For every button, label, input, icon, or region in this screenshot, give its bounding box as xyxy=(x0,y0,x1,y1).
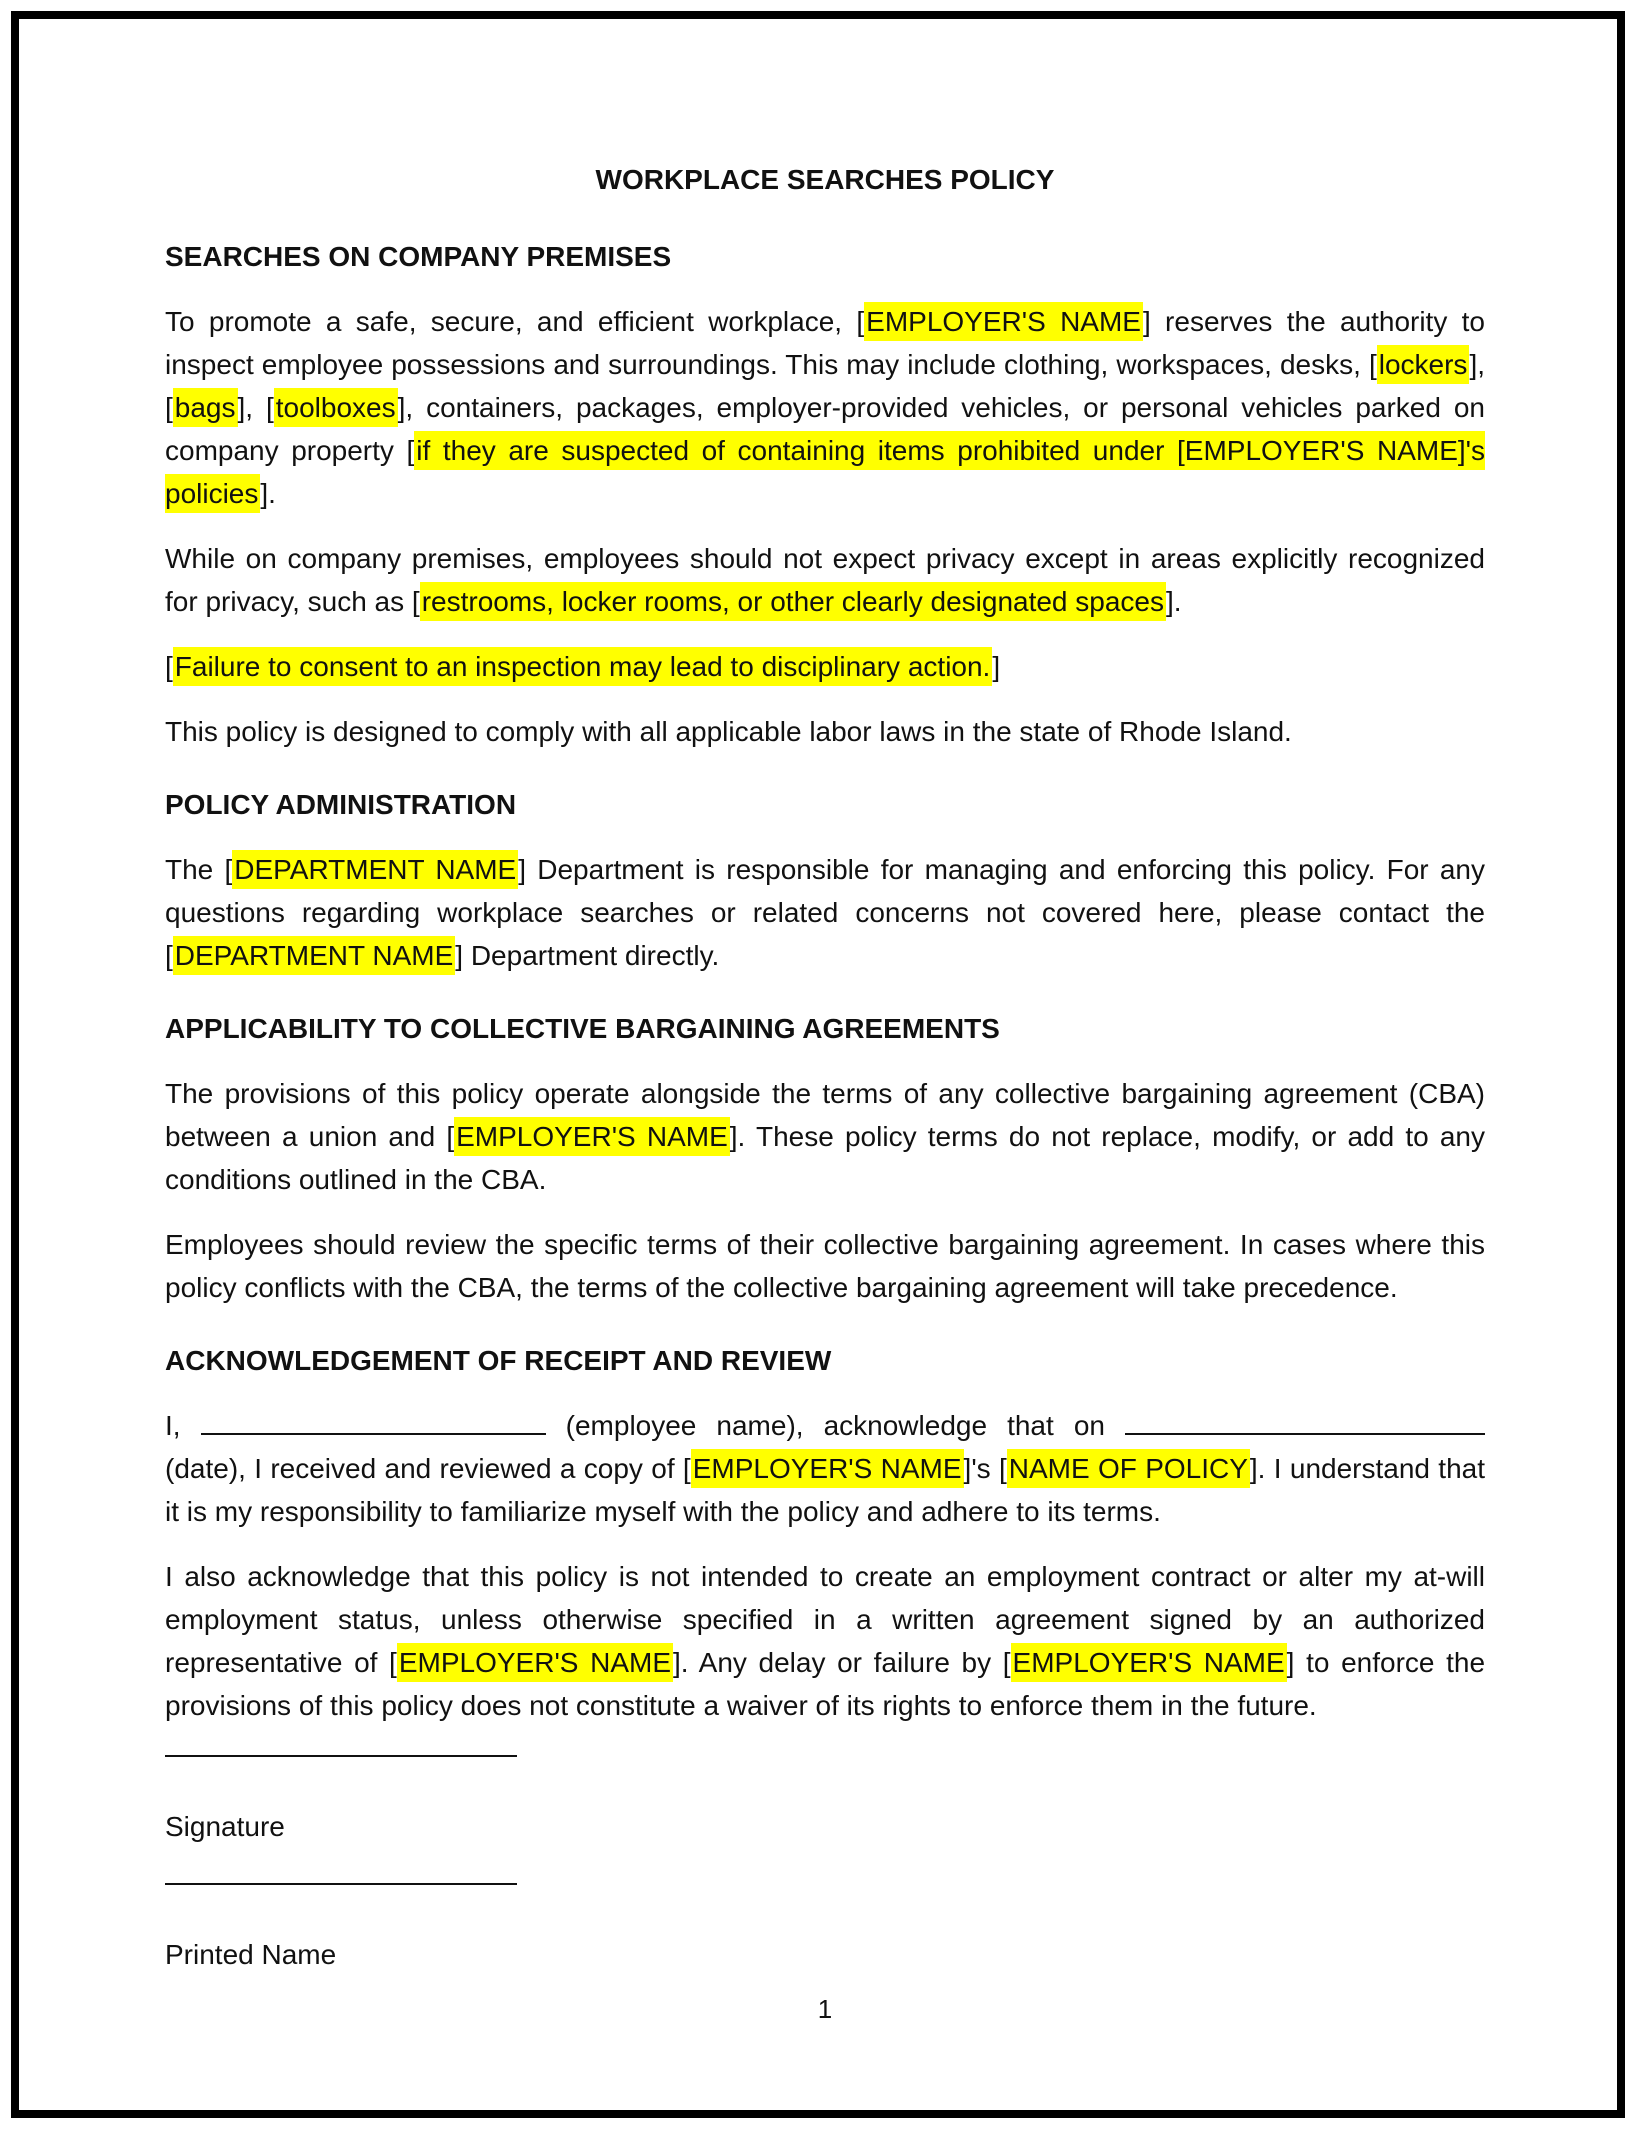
highlighted-placeholder: lockers xyxy=(1377,345,1470,384)
text-run: ]. I understand that it is my responsibility to familiarize myself with the policy and adhere to its terms. xyxy=(165,1453,1486,1527)
text-run: ]. Any delay or failure by [ xyxy=(673,1647,1011,1678)
highlighted-placeholder: EMPLOYER'S NAME xyxy=(864,302,1143,341)
text-run: ] reserves the authority to inspect employee possessions and surroundings. This may include clothing, workspaces, desks, [ xyxy=(165,306,1485,380)
highlighted-placeholder: EMPLOYER'S NAME xyxy=(454,1117,730,1156)
text-run: I, xyxy=(165,1410,201,1441)
highlighted-placeholder: Failure to consent to an inspection may lead to disciplinary action. xyxy=(173,647,993,686)
text-run: [ xyxy=(165,651,173,682)
text-run: The provisions of this policy operate alongside the terms of any collective bargaining agreement (CBA) between a union and [ xyxy=(165,1078,1485,1152)
printed-name-label: Printed Name xyxy=(165,1939,337,1970)
highlighted-placeholder: toolboxes xyxy=(274,388,398,427)
highlighted-placeholder: EMPLOYER'S NAME xyxy=(691,1449,964,1488)
paragraph xyxy=(165,1223,1485,1309)
text-run: ] Department directly. xyxy=(455,940,720,971)
text-run: ]'s [ xyxy=(963,1453,1007,1484)
highlighted-placeholder: DEPARTMENT NAME xyxy=(232,850,518,889)
text-run: ]. xyxy=(260,478,276,509)
highlighted-placeholder: bags xyxy=(173,388,238,427)
text-run: ]. xyxy=(1166,586,1182,617)
text-run: The [ xyxy=(165,854,233,885)
printed-name-line[interactable] xyxy=(165,1883,517,1885)
page-number: 1 xyxy=(817,1994,833,2024)
highlighted-placeholder: restrooms, locker rooms, or other clearly designated spaces xyxy=(420,582,1166,621)
paragraph xyxy=(165,848,1485,977)
text-run: (date), I received and reviewed a copy of [ xyxy=(165,1453,691,1484)
text-run: This policy is designed to comply with all applicable labor laws in the state of Rhode Island. xyxy=(165,716,1292,747)
text-run: (employee name), acknowledge that on xyxy=(545,1410,1125,1441)
section-heading: POLICY ADMINISTRATION xyxy=(165,789,517,820)
paragraph xyxy=(165,1404,1485,1533)
paragraph xyxy=(165,300,1485,515)
document-title: WORKPLACE SEARCHES POLICY xyxy=(595,164,1055,195)
paragraph xyxy=(165,710,1485,753)
section-heading: APPLICABILITY TO COLLECTIVE BARGAINING AGREEMENTS xyxy=(165,1013,1000,1044)
section-heading: ACKNOWLEDGEMENT OF RECEIPT AND REVIEW xyxy=(165,1345,832,1376)
fill-in-blank[interactable] xyxy=(201,1413,546,1435)
text-run: ], [ xyxy=(165,349,1485,423)
highlighted-placeholder: if they are suspected of containing items prohibited under [EMPLOYER'S NAME]'s policies xyxy=(165,431,1485,513)
text-run: ] Department is responsible for managing and enforcing this policy. For any questions regarding workplace searches or related concerns not covered here, please contact the [ xyxy=(165,854,1485,971)
text-run: ]. These policy terms do not replace, modify, or add to any conditions outlined in the CBA. xyxy=(165,1121,1485,1195)
fill-in-blank[interactable] xyxy=(1125,1413,1485,1435)
section-heading: SEARCHES ON COMPANY PREMISES xyxy=(165,241,672,272)
highlighted-placeholder: NAME OF POLICY xyxy=(1007,1449,1250,1488)
text-run: ] xyxy=(992,651,1001,682)
document-blocks xyxy=(165,235,1485,1727)
text-run: Employees should review the specific terms of their collective bargaining agreement. In cases where this policy conflicts with the CBA, the terms of the collective bargaining agreement will take precedence. xyxy=(165,1229,1485,1303)
text-run: I also acknowledge that this policy is not intended to create an employment contract or alter my at-will employment status, unless otherwise specified in a written agreement signed by an authorized representative of [ xyxy=(165,1561,1485,1678)
signature-line[interactable] xyxy=(165,1755,517,1757)
paragraph xyxy=(165,537,1485,623)
text-run: To promote a safe, secure, and efficient workplace, [ xyxy=(165,306,865,337)
document-content xyxy=(165,158,1485,2031)
text-run: ], containers, packages, employer-provided vehicles, or personal vehicles parked on company property [ xyxy=(165,392,1485,466)
highlighted-placeholder: EMPLOYER'S NAME xyxy=(397,1643,673,1682)
highlighted-placeholder: EMPLOYER'S NAME xyxy=(1011,1643,1287,1682)
paragraph xyxy=(165,1555,1485,1727)
paragraph xyxy=(165,1072,1485,1201)
text-run: ] to enforce the provisions of this policy does not constitute a waiver of its rights to enforce them in the future. xyxy=(165,1647,1486,1721)
text-run: While on company premises, employees should not expect privacy except in areas explicitly recognized for privacy, such as [ xyxy=(165,543,1485,617)
signature-label: Signature xyxy=(165,1811,285,1842)
paragraph xyxy=(165,645,1485,688)
text-run: ], [ xyxy=(237,392,274,423)
highlighted-placeholder: DEPARTMENT NAME xyxy=(173,936,455,975)
signature-block xyxy=(165,1755,1485,1976)
